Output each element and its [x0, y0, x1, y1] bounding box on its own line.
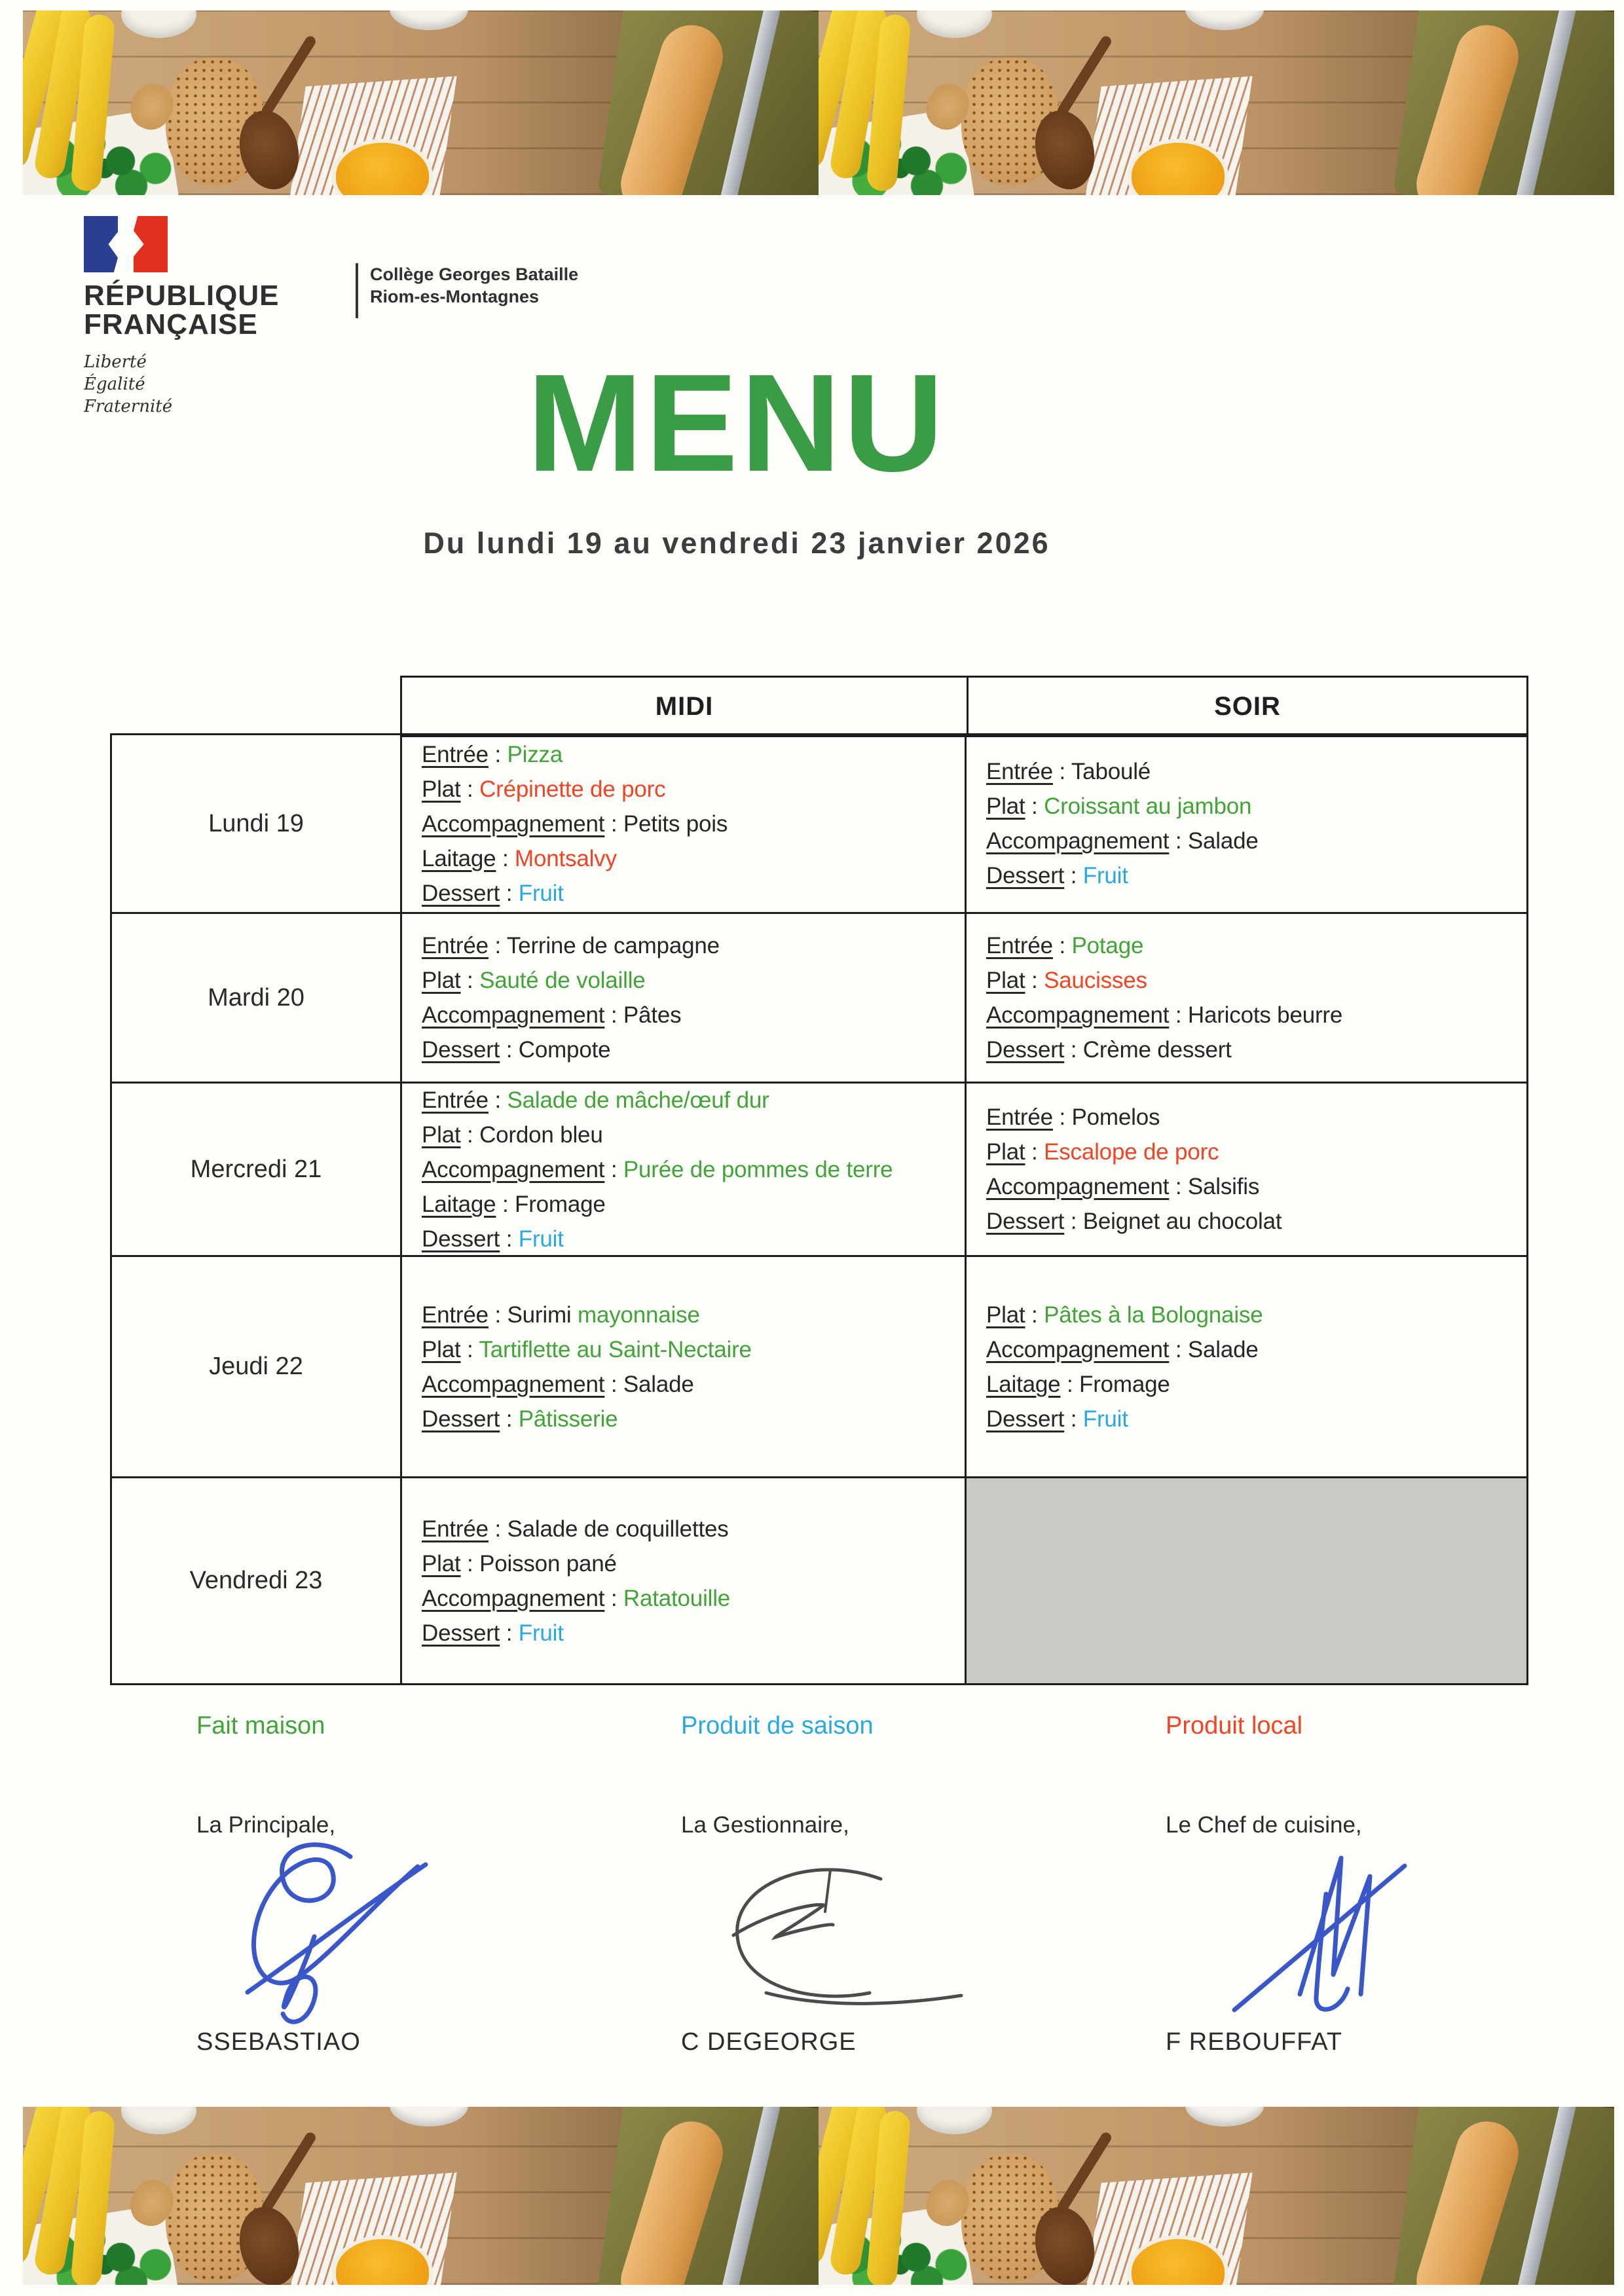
dish-name: Potage — [1071, 933, 1144, 958]
menu-line — [422, 876, 958, 911]
course-label: Entrée — [422, 1516, 489, 1542]
menu-line — [422, 1332, 958, 1367]
menu-line — [422, 841, 958, 876]
french-flag-icon — [84, 216, 168, 272]
legend-produit-local: Produit local — [1166, 1712, 1303, 1740]
food-photo-collage — [819, 2107, 1614, 2285]
dish-name: Salade de coquillettes — [507, 1516, 729, 1542]
course-label: Plat — [986, 968, 1025, 993]
dish-name: Ratatouille — [623, 1585, 731, 1611]
label-separator: : — [1025, 968, 1044, 993]
dish-name: Salade de mâche/œuf dur — [507, 1087, 769, 1113]
label-separator: : — [1052, 759, 1071, 784]
dish-name: Pomelos — [1071, 1104, 1160, 1130]
dish-name: Salade — [1187, 828, 1259, 854]
day-cell: Mercredi 21 — [112, 1084, 402, 1255]
table-row — [112, 1478, 1526, 1683]
label-separator: : — [1025, 1302, 1044, 1328]
signer-role: Le Chef de cuisine, — [1166, 1812, 1362, 1838]
food-photo-collage — [23, 2107, 819, 2285]
menu-cell-midi — [402, 1084, 967, 1255]
menu-line — [422, 807, 958, 841]
dish-name: Pâtisserie — [518, 1406, 618, 1432]
day-cell: Lundi 19 — [112, 735, 402, 912]
menu-line — [986, 754, 1520, 789]
signature-principale — [196, 1812, 602, 2056]
legend — [0, 1712, 1624, 1745]
menu-table-header — [400, 676, 1528, 737]
menu-cell-soir — [967, 735, 1526, 912]
label-separator: : — [1064, 1406, 1083, 1432]
dish-name: Salsifis — [1187, 1174, 1260, 1199]
menu-line — [422, 1083, 958, 1118]
signature-scribble-icon — [210, 1838, 485, 2035]
menu-cell-soir — [967, 1478, 1526, 1683]
day-cell: Vendredi 23 — [112, 1478, 402, 1683]
course-label: Plat — [986, 1139, 1025, 1165]
course-label: Laitage — [422, 1191, 496, 1217]
label-separator: : — [500, 880, 519, 906]
menu-line — [422, 1032, 958, 1067]
course-label: Entrée — [986, 1104, 1053, 1130]
course-label: Plat — [422, 1121, 461, 1148]
course-label: Accompagnement — [422, 1002, 605, 1028]
menu-line — [986, 1367, 1520, 1402]
course-label: Entrée — [422, 1087, 489, 1113]
table-row — [112, 1084, 1526, 1257]
legend-produit-de-saison: Produit de saison — [681, 1712, 874, 1740]
course-label: Plat — [422, 1336, 461, 1362]
label-separator: : — [460, 1336, 479, 1362]
label-separator: : — [460, 1550, 480, 1576]
dish-name: Croissant au jambon — [1044, 793, 1252, 819]
course-label: Accompagnement — [986, 1174, 1170, 1199]
course-label: Dessert — [422, 1406, 500, 1432]
signer-name: C DEGEORGE — [681, 2028, 857, 2056]
dish-name: Cordon bleu — [479, 1121, 603, 1148]
course-label: Accompagnement — [422, 1156, 605, 1182]
dish-name: Fromage — [1079, 1371, 1170, 1397]
menu-line — [422, 1187, 958, 1222]
signature-scribble-icon — [1179, 1838, 1467, 2035]
signer-role: La Principale, — [196, 1812, 336, 1838]
table-row — [112, 735, 1526, 914]
menu-line — [986, 963, 1520, 998]
day-cell: Mardi 20 — [112, 914, 402, 1082]
menu-cell-midi — [402, 1257, 967, 1476]
separator-bar — [356, 263, 358, 318]
menu-line — [422, 1512, 958, 1546]
dish-name: Petits pois — [623, 811, 728, 837]
dish-name: Fruit — [1082, 863, 1128, 888]
label-separator: : — [460, 1121, 480, 1148]
menu-line — [986, 1135, 1520, 1169]
menu-cell-midi — [402, 914, 967, 1082]
dish-name: Fruit — [518, 1226, 564, 1252]
menu-line — [422, 928, 958, 963]
course-label: Accompagnement — [986, 1002, 1170, 1028]
menu-line — [422, 772, 958, 807]
label-separator: : — [604, 1371, 623, 1397]
dish-name: Pâtes à la Bolognaise — [1044, 1302, 1263, 1328]
table-row — [112, 914, 1526, 1084]
course-label: Entrée — [422, 933, 489, 958]
menu-line — [986, 1032, 1520, 1067]
dish-name: Surimi — [507, 1302, 578, 1328]
dish-name: Purée de pommes de terre — [623, 1156, 893, 1182]
menu-line — [422, 1222, 958, 1256]
dish-name: mayonnaise — [578, 1302, 700, 1328]
course-label: Dessert — [422, 880, 500, 906]
label-separator: : — [488, 1087, 507, 1113]
menu-table — [110, 733, 1528, 1685]
dish-name: Pâtes — [623, 1002, 682, 1028]
dish-name: Salade — [623, 1371, 694, 1397]
menu-line — [986, 998, 1520, 1032]
course-label: Dessert — [422, 1620, 500, 1646]
table-row — [112, 1257, 1526, 1478]
signature-scribble-icon — [694, 1838, 1002, 2035]
course-label: Dessert — [986, 863, 1065, 888]
course-label: Dessert — [986, 1037, 1065, 1063]
day-cell: Jeudi 22 — [112, 1257, 402, 1476]
menu-line — [986, 1100, 1520, 1135]
course-label: Accompagnement — [986, 1336, 1170, 1362]
course-label: Dessert — [422, 1037, 500, 1063]
dish-name: Crépinette de porc — [479, 776, 666, 802]
dish-name: Taboulé — [1071, 759, 1151, 784]
menu-line — [422, 1546, 958, 1581]
dish-name: Compote — [518, 1037, 611, 1063]
course-label: Accompagnement — [422, 811, 605, 837]
dish-name: Fruit — [1082, 1406, 1128, 1432]
menu-cell-soir — [967, 1084, 1526, 1255]
signer-role: La Gestionnaire, — [681, 1812, 849, 1838]
label-separator: : — [1169, 828, 1188, 854]
dish-name: Poisson pané — [479, 1550, 617, 1576]
course-label: Accompagnement — [986, 828, 1170, 854]
school-line2: Riom-es-Montagnes — [370, 287, 540, 306]
column-header-soir: SOIR — [1214, 691, 1281, 721]
menu-line — [422, 1152, 958, 1187]
label-separator: : — [1169, 1002, 1188, 1028]
course-label: Dessert — [986, 1406, 1065, 1432]
menu-line — [422, 963, 958, 998]
signer-name: F REBOUFFAT — [1166, 2028, 1342, 2056]
dish-name: Haricots beurre — [1187, 1002, 1343, 1028]
label-separator: : — [1064, 1037, 1083, 1063]
food-banner-bottom — [23, 2107, 1614, 2285]
course-label: Entrée — [986, 933, 1053, 958]
menu-line — [986, 1204, 1520, 1239]
label-separator: : — [1052, 933, 1072, 958]
course-label: Plat — [422, 968, 461, 993]
menu-cell-midi — [402, 735, 967, 912]
label-separator: : — [500, 1037, 519, 1063]
signer-name: SSEBASTIAO — [196, 2028, 361, 2056]
menu-line — [422, 1616, 958, 1650]
menu-line — [422, 1367, 958, 1402]
republic-line1: RÉPUBLIQUE — [84, 280, 280, 312]
menu-line — [422, 1298, 958, 1332]
dish-name: Crème dessert — [1082, 1037, 1232, 1063]
menu-cell-soir — [967, 914, 1526, 1082]
menu-line — [422, 998, 958, 1032]
title-block — [0, 345, 1473, 560]
school-line1: Collège Georges Bataille — [370, 264, 579, 284]
dish-name: Fruit — [518, 1620, 564, 1646]
menu-line — [422, 1402, 958, 1436]
course-label: Dessert — [986, 1209, 1065, 1234]
dish-name: Montsalvy — [515, 845, 617, 871]
label-separator: : — [496, 1191, 515, 1217]
page-title: MENU — [526, 345, 947, 500]
label-separator: : — [1025, 793, 1044, 819]
label-separator: : — [500, 1620, 519, 1646]
course-label: Entrée — [422, 741, 489, 767]
dish-name: Tartiflette au Saint-Nectaire — [479, 1336, 752, 1362]
label-separator: : — [1169, 1174, 1188, 1199]
menu-cell-midi — [402, 1478, 967, 1683]
menu-line — [422, 1118, 958, 1152]
dish-name: Beignet au chocolat — [1082, 1209, 1282, 1234]
label-separator: : — [460, 968, 480, 993]
dish-name: Sauté de volaille — [479, 968, 646, 993]
signature-gestionnaire — [681, 1812, 1087, 2056]
menu-line — [986, 858, 1520, 893]
dish-name: Salade — [1187, 1336, 1259, 1362]
label-separator: : — [604, 811, 623, 837]
course-label: Dessert — [422, 1226, 500, 1252]
food-photo-collage — [23, 10, 819, 195]
course-label: Plat — [986, 1302, 1025, 1328]
label-separator: : — [488, 1516, 507, 1542]
course-label: Accompagnement — [422, 1585, 605, 1611]
food-banner-top — [23, 10, 1614, 195]
republic-line2: FRANÇAISE — [84, 308, 258, 340]
dish-name: Fromage — [515, 1191, 606, 1217]
menu-line — [986, 1169, 1520, 1204]
column-header-midi: MIDI — [402, 678, 969, 735]
label-separator: : — [496, 845, 515, 871]
label-separator: : — [488, 933, 507, 958]
menu-line — [986, 1402, 1520, 1436]
label-separator: : — [500, 1226, 519, 1252]
label-separator: : — [604, 1585, 623, 1611]
label-separator: : — [604, 1156, 623, 1182]
course-label: Plat — [422, 776, 461, 802]
label-separator: : — [1060, 1371, 1080, 1397]
course-label: Laitage — [422, 845, 496, 871]
label-separator: : — [1025, 1139, 1044, 1165]
label-separator: : — [500, 1406, 519, 1432]
course-label: Plat — [986, 793, 1025, 819]
course-label: Entrée — [986, 759, 1053, 784]
course-label: Laitage — [986, 1371, 1061, 1397]
label-separator: : — [1064, 1209, 1083, 1234]
menu-line — [986, 824, 1520, 858]
dish-name: Escalope de porc — [1044, 1139, 1219, 1165]
menu-line — [986, 928, 1520, 963]
dish-name: Fruit — [518, 880, 564, 906]
signature-section — [0, 1812, 1624, 2074]
dish-name: Terrine de campagne — [506, 933, 720, 958]
school-name-block — [356, 263, 578, 318]
menu-line — [422, 737, 958, 772]
course-label: Entrée — [422, 1302, 489, 1328]
menu-line — [986, 1298, 1520, 1332]
label-separator: : — [1169, 1336, 1188, 1362]
date-subtitle: Du lundi 19 au vendredi 23 janvier 2026 — [423, 526, 1050, 560]
dish-name: Saucisses — [1044, 968, 1147, 993]
menu-line — [422, 1581, 958, 1616]
menu-line — [986, 789, 1520, 824]
label-separator: : — [1064, 863, 1083, 888]
course-label: Accompagnement — [422, 1371, 605, 1397]
label-separator: : — [604, 1002, 623, 1028]
legend-fait-maison: Fait maison — [196, 1712, 325, 1740]
menu-line — [986, 1332, 1520, 1367]
republic-motto: Liberté Égalité Fraternité — [84, 352, 173, 416]
label-separator: : — [488, 1302, 507, 1328]
menu-cell-soir — [967, 1257, 1526, 1476]
signature-chef — [1166, 1812, 1572, 2056]
food-photo-collage — [819, 10, 1614, 195]
course-label: Plat — [422, 1550, 461, 1576]
label-separator: : — [1052, 1104, 1072, 1130]
label-separator: : — [460, 776, 480, 802]
dish-name: Pizza — [507, 741, 563, 767]
label-separator: : — [488, 741, 507, 767]
